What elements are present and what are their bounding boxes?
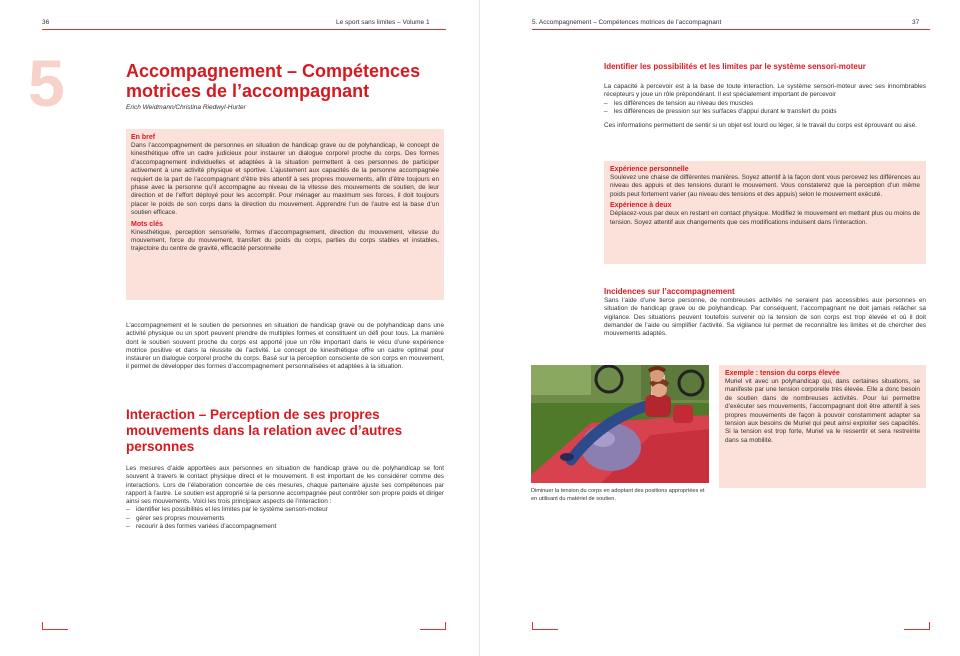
section-text [126, 465, 444, 531]
list-item: – les différences de tension au niveau des muscles [604, 100, 926, 108]
intro-paragraph: L’accompagnement et le soutien de personnes en situation de handicap grave ou de polyhandicap dans une activité physique ou un sport peuvent prendre de multiples formes et constituent un défi pour tous. La manière dont le soutien souvent proche du corps est apporté joue un rôle important dans le vécu d’une expérience motrice positive et dans la réussite de l’activité. Le concept de kinesthétique offre un cadre optimal pour instaurer un dialogue corporel proche du corps. Basé sur la perception consciente de son corps en mouvement, il permet de développer des formes d’accompagnement personnalisées et adaptées à la situation. [126, 322, 444, 371]
header-rule [42, 29, 446, 30]
example-text: Muriel vit avec un polyhandicap qui, dans certaines situations, se manifeste par une tension corporelle très élevée. Elle a donc besoin de soutien dans de nombreuses activités. Pour lui permettre d’exécuter ses mouvements, l’accompagnant doit être attentif à ses propres mouvements de façon à pouvoir constamment adapter sa tension aux besoins de Muriel qui peut ainsi exploiter ses capacités. Si la tension est trop forte, Muriel va le ressentir et sera restreinte dans sa mobilité. [725, 378, 920, 444]
list-item: – les différences de pression sur les surfaces d’appui durant le transfert du poids [604, 108, 926, 116]
list-item: – recourir à des formes variées d’accompagnement [126, 523, 444, 531]
perception-text [604, 83, 926, 130]
experience-pair-text: Déplacez-vous par deux en restant en contact physique. Modifiez le mouvement en mettant plus ou moins de tension. Soyez attentif aux changements que ces modifications induisent dans l’interaction. [610, 210, 920, 226]
example-box [719, 365, 926, 488]
perception-paragraph-2: Ces informations permettent de sentir si un objet est lourd ou léger, si le travail du corps est éprouvant ou aisé. [604, 122, 917, 130]
authors: Erich Weidmann/Christina Riedwyl-Hurter [126, 104, 246, 111]
right-page [480, 0, 960, 656]
incidences-text: Sans l’aide d’une tierce personne, de nombreuses activités ne seraient pas accessibles aux personnes en situation de handicap grave ou de polyhandicap. Par conséquent, l’accompagnant ne doit jamais relâcher sa vigilance. Des situations peuvent toutefois survenir où la tension de son corps est trop élevée et où il doit demander de l’aide ou simplifier l’activité. Sa vigilance lui permet de reconnaître les limites et de chercher des mouvements adaptés. [604, 297, 926, 338]
summary-box [126, 129, 444, 300]
chapter-title: Accompagnement – Compétences motrices de l’accompagnant [126, 61, 421, 101]
keywords-heading: Mots clés [131, 220, 163, 228]
page-number-right: 37 [912, 19, 920, 26]
photo-illustration [531, 365, 709, 483]
crop-mark [42, 622, 68, 630]
crop-mark [532, 622, 558, 630]
running-head-left: Le sport sans limites – Volume 1 [336, 19, 430, 26]
page-number-left: 36 [42, 19, 50, 26]
header-rule [532, 29, 930, 30]
section-title: Interaction – Perception de ses propres mouvements dans la relation avec d’autres personnes [126, 407, 403, 454]
crop-mark [904, 622, 930, 630]
running-head-right: 5. Accompagnement – Compétences motrices de l’accompagnant [532, 19, 722, 26]
experience-heading: Expérience personnelle [610, 166, 689, 173]
chapter-number: 5 [28, 46, 65, 120]
example-heading: Exemple : tension du corps élevée [725, 370, 840, 377]
section-heading: Identifier les possibilités et les limites par le système sensori-moteur [604, 62, 866, 71]
crop-mark [420, 622, 446, 630]
experience-pair-heading: Expérience à deux [610, 202, 672, 210]
experience-box [604, 161, 926, 264]
section-list [126, 506, 444, 531]
list-item: – gérer ses propres mouvements [126, 515, 444, 523]
keywords-text: Kinesthétique, perception sensorielle, formes d’accompagnement, direction du mouvement, vitesse du mouvement, force du mouvement, transfert du poids du corps, parties du corps stables et instables, trajectoire du centre de gravité, efficacité personnelle [131, 228, 439, 253]
incidences-heading: Incidences sur l’accompagnement [604, 287, 735, 296]
summary-text: Dans l’accompagnement de personnes en situation de handicap grave ou de polyhandicap, le concept de kinesthétique offre un cadre judicieux pour instaurer un dialogue corporel proche du corps. Des formes d’accompagnement individuelles et adaptées à la situation permettent à ces personnes de participer activement à une activité physique et sportive. L’ajustement aux capacités de la personne accompagnée requiert de la part de l’accompagnant d’être très attentif à ses propres mouvements, afin d’être toujours en phase avec la personne qu’il accompagne au niveau de la vitesse des mouvements de soutien, de leur direction et de l’effort déployé pour les accomplir. Pour ménager au maximum ses forces, il doit toujours placer le poids de son corps dans la direction du mouvement. Apprendre l’un de l’autre est la base d’un soutien efficace. [131, 142, 439, 217]
experience-text: Soulevez une chaise de différentes manières. Soyez attentif à la façon dont vous percevez les différences au niveau des appuis et des tensions durant le mouvement. Vous constaterez que la perception d’un même poids peut fortement varier (au niveau des tensions et des appuis) selon le mouvement exécuté. [610, 174, 920, 198]
perception-paragraph: La capacité à percevoir est à la base de toute interaction. Le système sensori-moteur avec ses innombrables récepteurs y joue un rôle prépondérant. Il est spécialement important de percevoir [604, 83, 926, 99]
list-item: – identifier les possibilités et les limites par le système sensori-moteur [126, 506, 444, 514]
activity-photo [531, 365, 709, 483]
section-paragraph: Les mesures d’aide apportées aux personnes en situation de handicap grave ou de polyhandicap se font souvent à travers le contact physique direct et le mouvement. Il est important de les considérer comme des interactions. Lors de l’élaboration concertée de ces mesures, chaque partenaire ajuste ses compétences par rapport à l’autre. Le soutien est approprié si la personne accompagnée peut contrôler son propre poids et diriger ainsi ses mouvements. Voici les trois principaux aspects de l’interaction : [126, 465, 444, 506]
summary-heading: En bref [131, 134, 156, 141]
photo-caption: Diminuer la tension du corps en adoptant des positions appropriées et en utilisant du matériel de soutien. [531, 488, 705, 502]
perception-list [604, 100, 926, 117]
